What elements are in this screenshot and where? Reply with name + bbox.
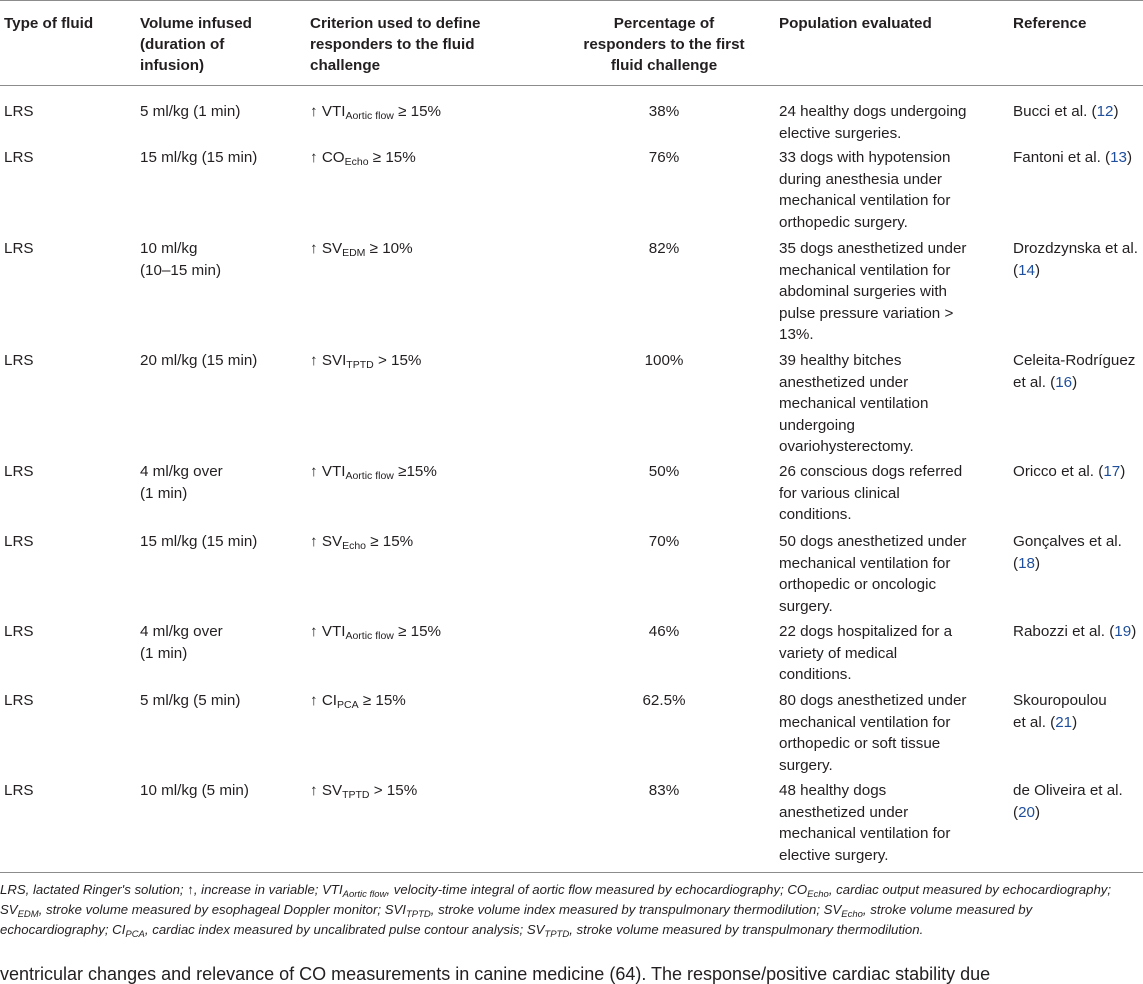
footnote-subscript: Aortic flow bbox=[342, 889, 387, 900]
cell-percent-responders: 83% bbox=[648, 782, 680, 799]
table-header-rule bbox=[0, 85, 1143, 86]
cell-percent-responders: 50% bbox=[648, 463, 680, 480]
reference-link[interactable]: 13 bbox=[1110, 149, 1127, 166]
cell-fluid-type: LRS bbox=[4, 782, 34, 799]
column-header: Reference bbox=[1013, 15, 1087, 32]
cell-population: 26 conscious dogs referred for various clinical conditions. bbox=[779, 463, 963, 523]
cell-criterion: ↑ $SVI_{TPTD} > 15\%$ bbox=[310, 352, 422, 371]
table-footnote: LRS, lactated Ringer's solution; ↑, increase in variable; $VTI_{Aortic flow}$, velocity-time integral of aortic flow measured by echocardiography; $CO_{Echo}$, cardiac output measured by echocardiography; $SV_{EDM}$, stroke volume measured by esophageal Doppler monitor; $SVI_{TPTD}$, stroke volume index measured by transpulmonary thermodilution; $SV_{Echo}$, stroke volume measured by echocardiography; $CI_{PCA}$, cardiac index measured by uncalibrated pulse contour analysis; $SV_{TPTD}$, stroke volume measured by transpulmonary thermodilution. bbox=[0, 882, 1112, 940]
cell-population: 24 healthy dogs undergoing elective surgeries. bbox=[779, 103, 967, 142]
criterion-subscript: PCA bbox=[337, 699, 359, 711]
criterion-subscript: EDM bbox=[342, 247, 366, 259]
cell-percent-responders: 70% bbox=[648, 533, 680, 550]
cell-fluid-type: LRS bbox=[4, 463, 34, 480]
cell-population: 35 dogs anesthetized under mechanical ventilation for abdominal surgeries with pulse pressure variation > 13%. bbox=[779, 240, 967, 343]
footnote-subscript: TPTD bbox=[544, 929, 570, 940]
table-top-rule bbox=[0, 0, 1143, 1]
cell-population: 80 dogs anesthetized under mechanical ventilation for orthopedic or soft tissue surgery. bbox=[779, 692, 967, 774]
cell-percent-responders: 82% bbox=[648, 240, 680, 257]
cell-criterion: ↑ $VTI_{Aortic flow} \ge 15\%$ bbox=[310, 623, 442, 642]
cell-population: 39 healthy bitches anesthetized under mechanical ventilation undergoing ovariohysterectomy. bbox=[779, 352, 929, 455]
cell-volume: 5 ml/kg (1 min) bbox=[140, 103, 241, 120]
reference-link[interactable]: 18 bbox=[1018, 554, 1035, 572]
cell-volume: 20 ml/kg (15 min) bbox=[140, 352, 258, 369]
cell-criterion: ↑ $VTI_{Aortic flow} \ge 15\%$ bbox=[310, 463, 437, 482]
column-header: Population evaluated bbox=[779, 15, 932, 32]
reference-link[interactable]: 19 bbox=[1114, 623, 1132, 640]
cell-reference: Rabozzi et al. (19) bbox=[1013, 623, 1137, 640]
criterion-subscript: Echo bbox=[344, 156, 369, 168]
cell-criterion: ↑ $SV_{TPTD} > 15\%$ bbox=[310, 782, 418, 801]
column-header: Volume infused (duration of infusion) bbox=[140, 15, 252, 74]
cell-fluid-type: LRS bbox=[4, 692, 34, 709]
footnote-subscript: Echo bbox=[841, 909, 863, 920]
cell-criterion: ↑ $CO_{Echo} \ge 15\%$ bbox=[310, 149, 416, 168]
criterion-subscript: Aortic flow bbox=[345, 630, 394, 642]
column-header: Type of fluid bbox=[4, 15, 94, 32]
body-text: ventricular changes and relevance of CO measurements in canine medicine (64). The response/positive cardiac stability due bbox=[0, 964, 991, 984]
cell-volume: 5 ml/kg (5 min) bbox=[140, 692, 241, 709]
cell-reference: Gonçalves et al. (18) bbox=[1013, 533, 1122, 572]
cell-fluid-type: LRS bbox=[4, 623, 34, 640]
criterion-subscript: TPTD bbox=[342, 789, 370, 801]
cell-fluid-type: LRS bbox=[4, 149, 34, 166]
cell-reference: Drozdzynska et al. (14) bbox=[1013, 240, 1138, 279]
reference-link[interactable]: 21 bbox=[1055, 713, 1073, 731]
cell-population: 48 healthy dogs anesthetized under mechanical ventilation for elective surgery. bbox=[779, 782, 951, 864]
criterion-subscript: TPTD bbox=[346, 359, 374, 371]
column-header: Percentage of responders to the first fluid challenge bbox=[583, 15, 745, 74]
cell-volume: 4 ml/kg over (1 min) bbox=[140, 463, 223, 502]
table-bottom-rule bbox=[0, 872, 1143, 873]
criterion-subscript: Aortic flow bbox=[345, 470, 394, 482]
cell-population: 33 dogs with hypotension during anesthesia under mechanical ventilation for orthopedic surgery. bbox=[779, 149, 951, 231]
footnote-subscript: EDM bbox=[17, 909, 39, 920]
cell-volume: 15 ml/kg (15 min) bbox=[140, 149, 258, 166]
cell-reference: Fantoni et al. (13) bbox=[1013, 149, 1133, 166]
column-header: Criterion used to define responders to the fluid challenge bbox=[310, 15, 481, 74]
reference-link[interactable]: 20 bbox=[1018, 803, 1035, 821]
cell-fluid-type: LRS bbox=[4, 352, 34, 369]
cell-fluid-type: LRS bbox=[4, 533, 34, 550]
cell-reference: Celeita-Rodríguez et al. (16) bbox=[1013, 352, 1136, 391]
cell-percent-responders: 100% bbox=[644, 352, 684, 369]
cell-percent-responders: 46% bbox=[648, 623, 680, 640]
cell-percent-responders: 62.5% bbox=[642, 692, 686, 709]
cell-fluid-type: LRS bbox=[4, 103, 34, 120]
cell-percent-responders: 76% bbox=[648, 149, 680, 166]
cell-reference: Skouropoulou et al. (21) bbox=[1013, 692, 1107, 731]
criterion-subscript: Echo bbox=[342, 540, 367, 552]
cell-population: 22 dogs hospitalized for a variety of medical conditions. bbox=[779, 623, 953, 683]
cell-volume: 4 ml/kg over (1 min) bbox=[140, 623, 223, 662]
cell-reference: Bucci et al. (12) bbox=[1013, 103, 1119, 120]
cell-fluid-type: LRS bbox=[4, 240, 34, 257]
reference-link[interactable]: 17 bbox=[1103, 463, 1121, 480]
footnote-subscript: PCA bbox=[125, 929, 145, 940]
cell-volume: 10 ml/kg (5 min) bbox=[140, 782, 249, 799]
cell-percent-responders: 38% bbox=[648, 103, 680, 120]
reference-link[interactable]: 14 bbox=[1018, 261, 1035, 279]
cell-population: 50 dogs anesthetized under mechanical ventilation for orthopedic or oncologic surgery. bbox=[779, 533, 967, 615]
criterion-subscript: Aortic flow bbox=[345, 110, 394, 122]
cell-criterion: ↑ $SV_{EDM} \ge 10\%$ bbox=[310, 240, 413, 259]
cell-criterion: ↑ $CI_{PCA} \ge 15\%$ bbox=[310, 692, 406, 711]
cell-reference: Oricco et al. (17) bbox=[1013, 463, 1126, 480]
reference-link[interactable]: 12 bbox=[1096, 103, 1114, 120]
cell-reference: de Oliveira et al. (20) bbox=[1013, 782, 1123, 821]
reference-link[interactable]: 16 bbox=[1055, 373, 1073, 391]
cell-criterion: ↑ $VTI_{Aortic flow} \ge 15\%$ bbox=[310, 103, 442, 122]
cell-criterion: ↑ $SV_{Echo} \ge 15\%$ bbox=[310, 533, 414, 552]
footnote-subscript: Echo bbox=[807, 889, 829, 900]
cell-volume: 15 ml/kg (15 min) bbox=[140, 533, 258, 550]
footnote-subscript: TPTD bbox=[405, 909, 431, 920]
cell-volume: 10 ml/kg (10–15 min) bbox=[140, 240, 222, 279]
